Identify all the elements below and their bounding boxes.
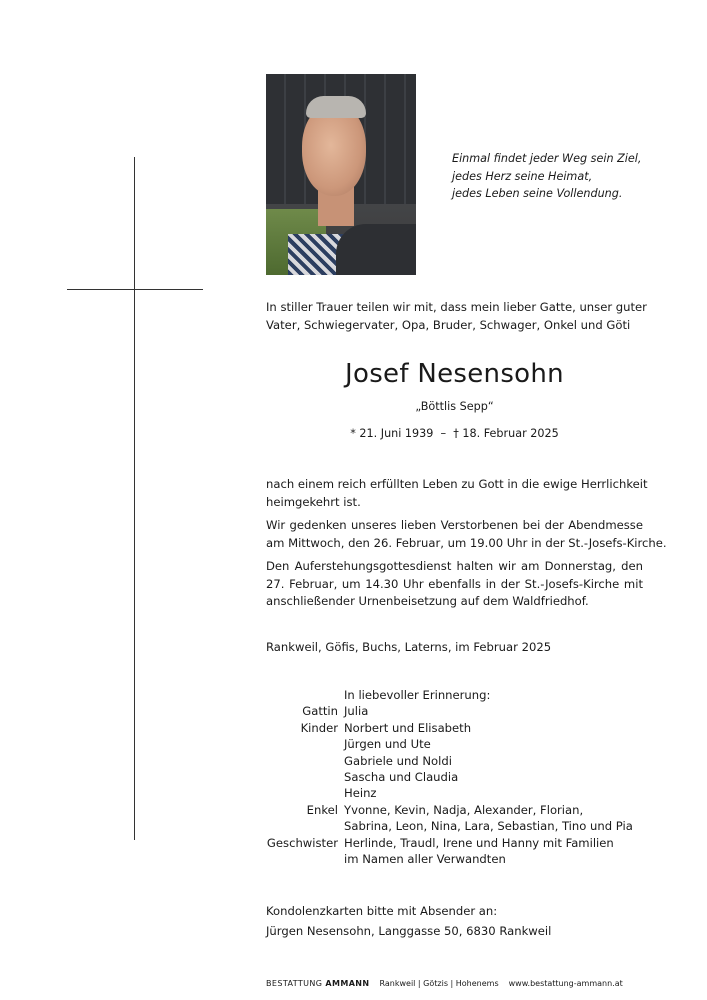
mourner-names: Yvonne, Kevin, Nadja, Alexander, Florian, — [344, 802, 584, 817]
mourner-names: Gabriele und Noldi — [344, 753, 452, 768]
paragraph-line: Wir gedenken unseres lieben Verstorbenen bei der Abendmesse — [266, 518, 643, 532]
relation-label: Geschwister — [266, 835, 338, 850]
paragraph-homecoming — [266, 476, 648, 511]
relation-label — [266, 736, 344, 752]
paragraph-line: Den Auferstehungsgottesdienst halten wir am Donnerstag, den — [266, 559, 643, 573]
intro-text — [266, 299, 647, 334]
undertaker-website: www.bestattung-ammann.at — [508, 979, 623, 988]
undertaker-footer — [266, 979, 646, 988]
list-item — [266, 753, 646, 769]
mourner-names: im Namen aller Verwandten — [344, 852, 506, 867]
quote-line: Einmal findet jeder Weg sein Ziel, — [452, 152, 642, 165]
list-item — [266, 785, 646, 801]
cross-horizontal-bar — [67, 289, 203, 290]
mourner-names: Sabrina, Leon, Nina, Lara, Sebastian, Tino und Pia — [344, 819, 633, 834]
paragraph-line: anschließender Urnenbeisetzung auf dem Waldfriedhof. — [266, 594, 589, 608]
list-item — [266, 720, 646, 736]
paragraph-funeral-service — [266, 558, 643, 611]
relation-label — [266, 785, 344, 801]
cross-vertical-bar — [134, 157, 135, 840]
memorial-quote — [452, 150, 692, 203]
list-item — [266, 736, 646, 752]
list-item — [266, 802, 646, 818]
mourner-names: Heinz — [344, 786, 377, 801]
relation-label — [266, 818, 344, 834]
deceased-nickname: „Böttlis Sepp“ — [415, 400, 494, 413]
mourner-names: Herlinde, Traudl, Irene und Hanny mit Familien — [344, 835, 614, 850]
condolence-address — [266, 901, 551, 941]
relation-label — [266, 851, 344, 867]
condolence-line: Jürgen Nesensohn, Langgasse 50, 6830 Rankweil — [266, 924, 552, 938]
portrait-photo — [266, 74, 416, 275]
paragraph-line: am Mittwoch, den 26. Februar, um 19.00 Uhr in der St.-Josefs-Kirche. — [266, 535, 667, 550]
list-item — [266, 835, 646, 851]
relation-label: Enkel — [306, 802, 338, 817]
paragraph-evening-mass — [266, 517, 667, 552]
mourner-names: Julia — [344, 704, 369, 719]
deceased-name: Josef Nesensohn — [345, 359, 564, 389]
condolence-line: Kondolenzkarten bitte mit Absender an: — [266, 904, 498, 918]
undertaker-locations: Rankweil | Götzis | Hohenems — [379, 979, 499, 988]
intro-line: In stiller Trauer teilen wir mit, dass mein lieber Gatte, unser guter — [266, 300, 647, 314]
place-and-date: Rankweil, Göfis, Buchs, Laterns, im Februar 2025 — [266, 640, 552, 654]
list-item — [266, 769, 646, 785]
list-item — [266, 818, 646, 834]
paragraph-line: heimgekehrt ist. — [266, 494, 361, 509]
mourner-names: Jürgen und Ute — [344, 737, 431, 752]
paragraph-line: nach einem reich erfüllten Leben zu Gott in die ewige Herrlichkeit — [266, 477, 648, 491]
paragraph-line: 27. Februar, um 14.30 Uhr ebenfalls in der St.-Josefs-Kirche mit — [266, 576, 643, 591]
relation-label: Kinder — [300, 720, 338, 735]
mourner-names: Norbert und Elisabeth — [344, 720, 472, 735]
life-dates: * 21. Juni 1939 – † 18. Februar 2025 — [350, 427, 559, 440]
mourners-heading: In liebevoller Erinnerung: — [344, 688, 491, 702]
list-item — [266, 851, 646, 867]
quote-line: jedes Herz seine Heimat, — [452, 169, 593, 183]
undertaker-brand: BESTATTUNG AMMANN — [266, 979, 370, 988]
list-item — [266, 703, 646, 719]
mourner-names: Sascha und Claudia — [344, 770, 459, 785]
relation-label — [266, 753, 344, 769]
mourners-list — [266, 687, 646, 867]
quote-line: jedes Leben seine Vollendung. — [452, 187, 623, 200]
intro-line: Vater, Schwiegervater, Opa, Bruder, Schwager, Onkel und Göti — [266, 317, 631, 332]
relation-label — [266, 769, 344, 785]
relation-label: Gattin — [302, 704, 338, 719]
mourners-heading-row — [266, 687, 646, 703]
